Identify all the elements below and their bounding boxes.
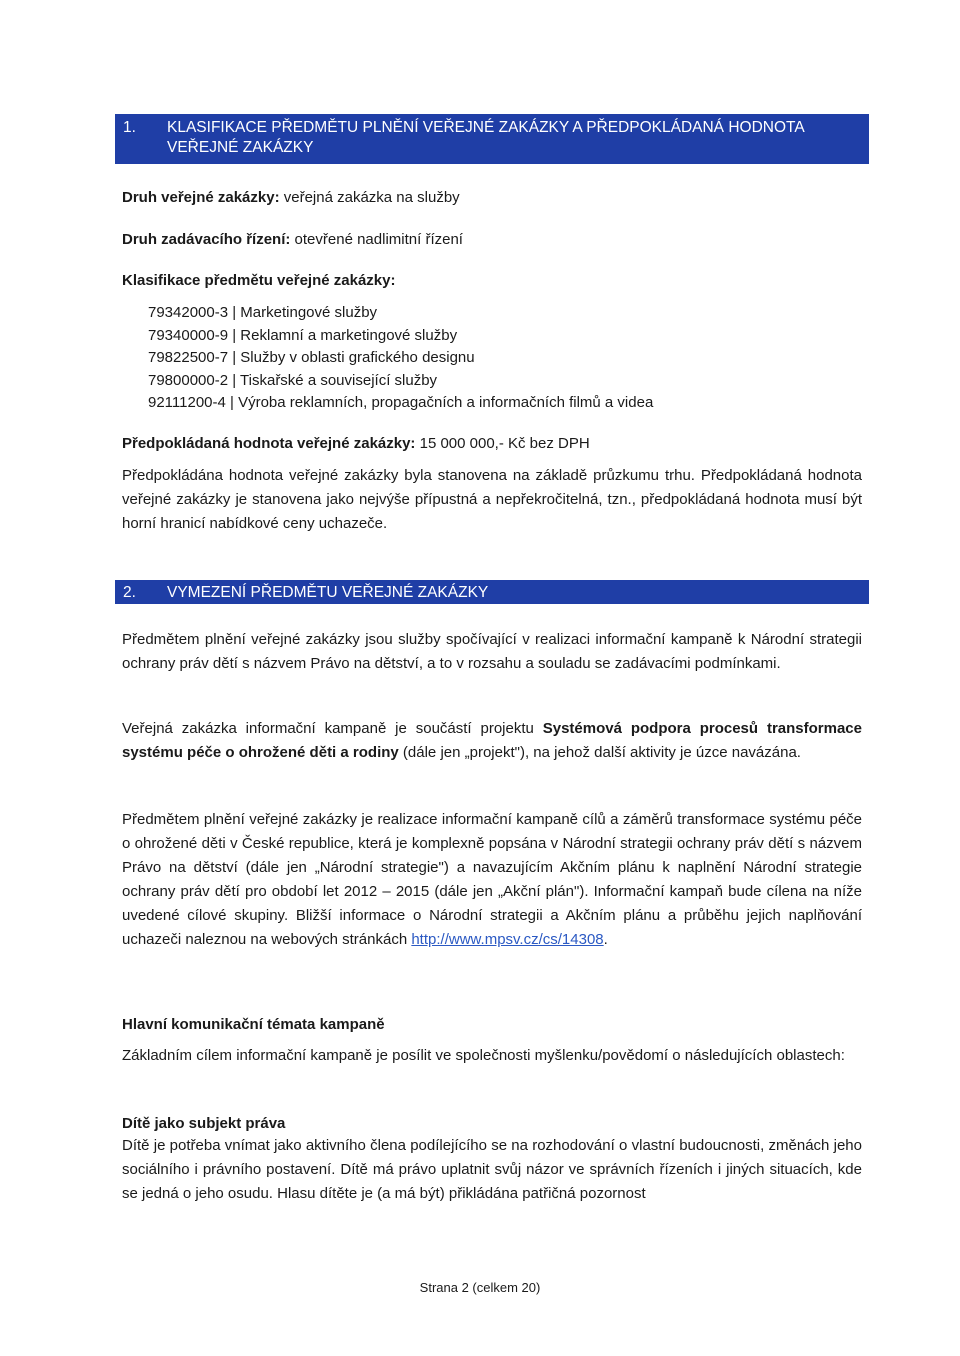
paragraph-realizace-end: . xyxy=(603,931,608,948)
page-footer: Strana 2 (celkem 20) xyxy=(419,1280,541,1295)
mpsv-link[interactable]: http://www.mpsv.cz/cs/14308 xyxy=(411,931,604,948)
paragraph-predmet: Předmětem plnění veřejné zakázky jsou služby spočívající v realizaci informační kampaně k Národní strategii ochrany práv dětí s názvem Právo na dětství, a to v rozsahu a souladu se zadávacími podmínkami. xyxy=(122,631,862,672)
section-1-title-line1: KLASIFIKACE PŘEDMĚTU PLNĚNÍ VEŘEJNÉ ZAKÁZKY A PŘEDPOKLÁDANÁ HODNOTA xyxy=(167,119,805,136)
paragraph-realizace xyxy=(122,808,862,952)
druh-rizeni-label: Druh zadávacího řízení: xyxy=(122,231,291,248)
druh-rizeni-row xyxy=(122,229,463,251)
cpv-code-item: 79822500-7 | Služby v oblasti grafického designu xyxy=(148,349,475,366)
cpv-code-list xyxy=(148,302,653,415)
paragraph-dite: Dítě je potřeba vnímat jako aktivního člena podílejícího se na rozhodování o vlastní budoucnosti, změnách jeho sociálního i právního postavení. Dítě má právo uplatnit svůj názor ve správních řízeních i jiných situacích, kde se jedná o jeho osudu. Hlasu dítěte je (a má být) přikládána patřičná pozornost xyxy=(122,1137,862,1202)
section-2-title: VYMEZENÍ PŘEDMĚTU VEŘEJNÉ ZAKÁZKY xyxy=(167,584,489,601)
druh-zakazky-row xyxy=(122,187,460,209)
druh-zakazky-value: veřejná zakázka na služby xyxy=(283,189,460,206)
klasifikace-label: Klasifikace předmětu veřejné zakázky: xyxy=(122,272,396,289)
section-1-title-line2: VEŘEJNÉ ZAKÁZKY xyxy=(167,139,314,156)
paragraph-realizace-text: Předmětem plnění veřejné zakázky je realizace informační kampaně cílů a záměrů transformace systému péče o ohrožené děti v České republice, která je komplexně popsána v Národní strategii ochrany práv dětí s názvem Právo na dětství (dále jen „Národní strategie") a navazujícím Akčním plánu k naplnění Národní strategie ochrany práv dětí pro období let 2012 – 2015 (dále jen „Akční plán"). Informační kampaň bude cílena na níže uvedené cílové skupiny. Bližší informace o Národní strategii a Akčním plánu a průběhu jejich naplňování uchazeči naleznou na webových stránkách xyxy=(122,811,862,948)
section-1-number: 1. xyxy=(123,119,136,136)
heading-komunikacni-temata: Hlavní komunikační témata kampaně xyxy=(122,1016,385,1033)
cpv-code-item: 79340000-9 | Reklamní a marketingové služby xyxy=(148,326,458,344)
heading-dite-subjekt-prava: Dítě jako subjekt práva xyxy=(122,1115,286,1132)
section-1-header xyxy=(115,114,869,164)
hodnota-label: Předpokládaná hodnota veřejné zakázky: xyxy=(122,435,416,452)
paragraph-zakladni-cil: Základním cílem informační kampaně je posílit ve společnosti myšlenku/povědomí o následujících oblastech: xyxy=(122,1047,845,1064)
hodnota-row xyxy=(122,433,590,455)
cpv-code-item: 79800000-2 | Tiskařské a související služby xyxy=(148,371,438,389)
section-2-number: 2. xyxy=(123,584,136,601)
druh-rizeni-value: otevřené nadlimitní řízení xyxy=(294,231,463,248)
cpv-code-item: 92111200-4 | Výroba reklamních, propagačních a informačních filmů a videa xyxy=(148,394,654,411)
paragraph-projekt-text-end: (dále jen „projekt"), na jehož další aktivity je úzce navázána. xyxy=(398,744,801,761)
section-2-header xyxy=(115,580,869,604)
paragraph-projekt-text-start: Veřejná zakázka informační kampaně je součástí projektu xyxy=(122,720,543,737)
hodnota-paragraph: Předpokládána hodnota veřejné zakázky byla stanovena na základě průzkumu trhu. Předpokládaná hodnota veřejné zakázky je stanovena jako nejvýše přípustná a nepřekročitelná, tzn., předpokládaná hodnota musí být horní hranicí nabídkové ceny uchazeče. xyxy=(122,467,862,532)
hodnota-value: 15 000 000,- Kč bez DPH xyxy=(419,435,590,452)
paragraph-projekt xyxy=(122,717,862,765)
project-name: Systémová podpora procesů transformace systému péče o ohrožené děti a rodiny xyxy=(122,720,862,761)
druh-zakazky-label: Druh veřejné zakázky: xyxy=(122,189,280,206)
cpv-code-item: 79342000-3 | Marketingové služby xyxy=(148,304,378,321)
